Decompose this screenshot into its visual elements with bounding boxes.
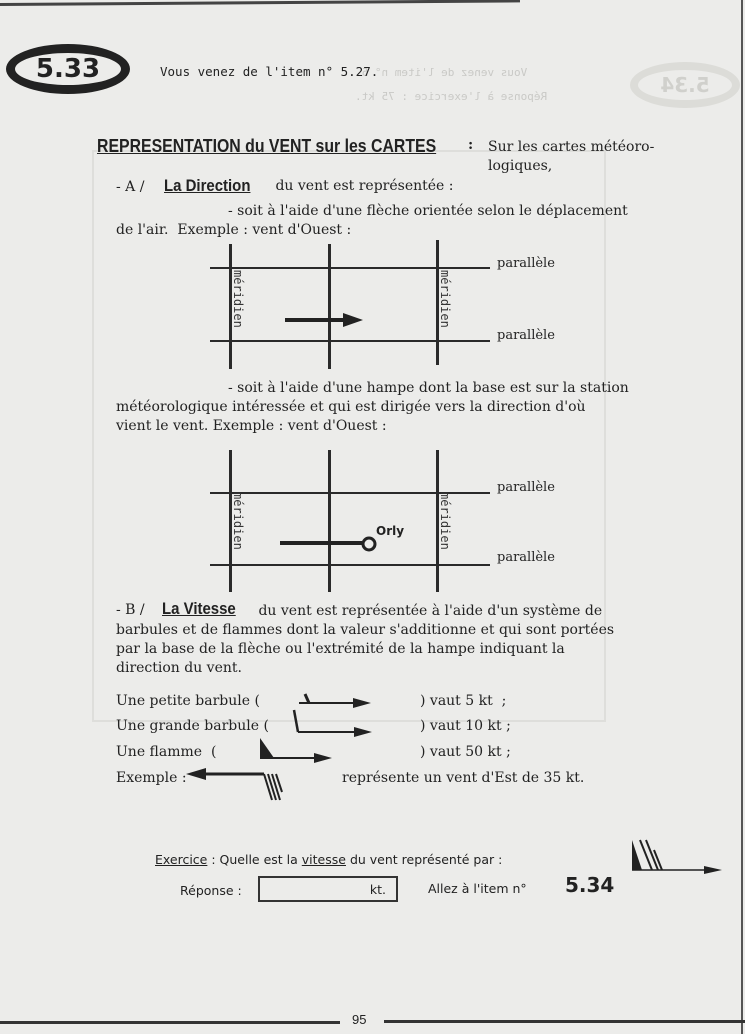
intro-line-2: logiques, <box>488 158 553 174</box>
section-b-line-4: direction du vent. <box>116 660 242 676</box>
parallel-label-top: parallèle <box>497 256 555 271</box>
legend-large-barb-value: ) vaut 10 kt ; <box>420 718 511 734</box>
previous-item-text: Vous venez de l'item n° 5.27. <box>160 64 379 79</box>
exercise-question-emphasis: vitesse <box>301 852 346 867</box>
parallel-label-bottom-2: parallèle <box>497 550 555 565</box>
intro-line-1: Sur les cartes météoro- <box>488 139 655 155</box>
meridian-label-left: méridien <box>231 270 245 328</box>
exercise-question <box>155 850 502 870</box>
section-b-line-3: par la base de la flèche ou l'extrémité de la hampe indiquant la <box>116 641 565 657</box>
parallel-label-bottom: parallèle <box>497 328 555 343</box>
meridian-line-middle <box>328 244 331 369</box>
title-row <box>97 136 482 157</box>
next-item-link[interactable]: 5.34 <box>565 873 615 897</box>
legend-small-barb-label: Une petite barbule ( <box>116 693 260 709</box>
meridian-line-middle-2 <box>328 450 331 592</box>
section-a-heading: La Direction <box>164 176 251 195</box>
meridian-label-left-2: méridien <box>231 492 245 550</box>
exercise-label: Exercice <box>155 852 208 867</box>
bleed-through-badge: 5.34 <box>630 62 740 108</box>
footer-rule-right <box>384 1020 745 1023</box>
meridian-label-right: méridien <box>438 270 452 328</box>
legend-small-barb-value: ) vaut 5 kt ; <box>420 693 507 709</box>
parallel-label-top-2: parallèle <box>497 480 555 495</box>
method1-line-2: de l'air. Exemple : vent d'Ouest : <box>116 222 352 238</box>
section-b-header <box>116 599 246 619</box>
exercise-question-b: du vent représenté par : <box>345 852 503 867</box>
section-b-line-2: barbules et de flammes dont la valeur s'additionne et qui sont portées <box>116 622 615 638</box>
bleed-through-line-2: Réponse à l'exercice : 75 kt. <box>355 90 548 103</box>
answer-label: Réponse : <box>180 883 242 898</box>
section-b-prefix: - B / <box>116 602 145 618</box>
bleed-through-line-1: Vous venez de l'item n° 5. <box>355 66 528 79</box>
parallel-line-top <box>210 267 490 269</box>
section-a-text: du vent est représentée : <box>271 178 454 194</box>
meridian-label-right-2: méridien <box>438 492 452 550</box>
method2-line-3: vient le vent. Exemple : vent d'Ouest : <box>116 418 387 434</box>
legend-pennant-label: Une flamme ( <box>116 744 217 760</box>
exercise-question-a: : Quelle est la <box>207 852 302 867</box>
method1-line-1: - soit à l'aide d'une flèche orientée selon le déplacement <box>228 203 628 219</box>
example-label: Exemple : <box>116 770 187 786</box>
answer-unit: kt. <box>369 882 386 897</box>
item-number: 5.33 <box>35 54 101 84</box>
east-wind-35kt-icon <box>186 764 296 804</box>
item-number-badge <box>6 44 130 94</box>
page-number: 95 <box>352 1012 367 1027</box>
wind-shaft-station-icon <box>280 534 380 554</box>
station-label: Orly <box>376 524 405 538</box>
large-barb-icon <box>290 708 380 738</box>
method2-line-2: météorologique intéressée et qui est dirigée vers la direction d'où <box>116 399 586 415</box>
legend-pennant-value: ) vaut 50 kt ; <box>420 744 511 760</box>
section-b-heading: La Vitesse <box>162 599 237 618</box>
west-wind-arrow-icon <box>285 312 365 328</box>
top-border-rule <box>0 0 520 6</box>
section-a-prefix: - A / <box>116 179 145 195</box>
parallel-line-bottom-2 <box>210 564 490 566</box>
pennant-icon <box>258 736 338 764</box>
page-title: REPRESENTATION du VENT sur les CARTES <box>97 136 437 156</box>
right-border-rule <box>741 0 743 1034</box>
next-item-text: Allez à l'item n° <box>428 881 527 896</box>
section-a-header <box>116 176 262 196</box>
parallel-line-bottom <box>210 340 490 342</box>
footer-rule-left <box>0 1021 340 1024</box>
section-b-line-1: du vent est représentée à l'aide d'un système de <box>254 603 603 619</box>
answer-input[interactable] <box>258 876 398 902</box>
method2-line-1: - soit à l'aide d'une hampe dont la base est sur la station <box>228 380 629 396</box>
exercise-wind-barb-icon <box>630 838 725 878</box>
title-colon: : <box>468 137 474 153</box>
legend-large-barb-label: Une grande barbule ( <box>116 718 269 734</box>
example-text: représente un vent d'Est de 35 kt. <box>342 770 585 786</box>
